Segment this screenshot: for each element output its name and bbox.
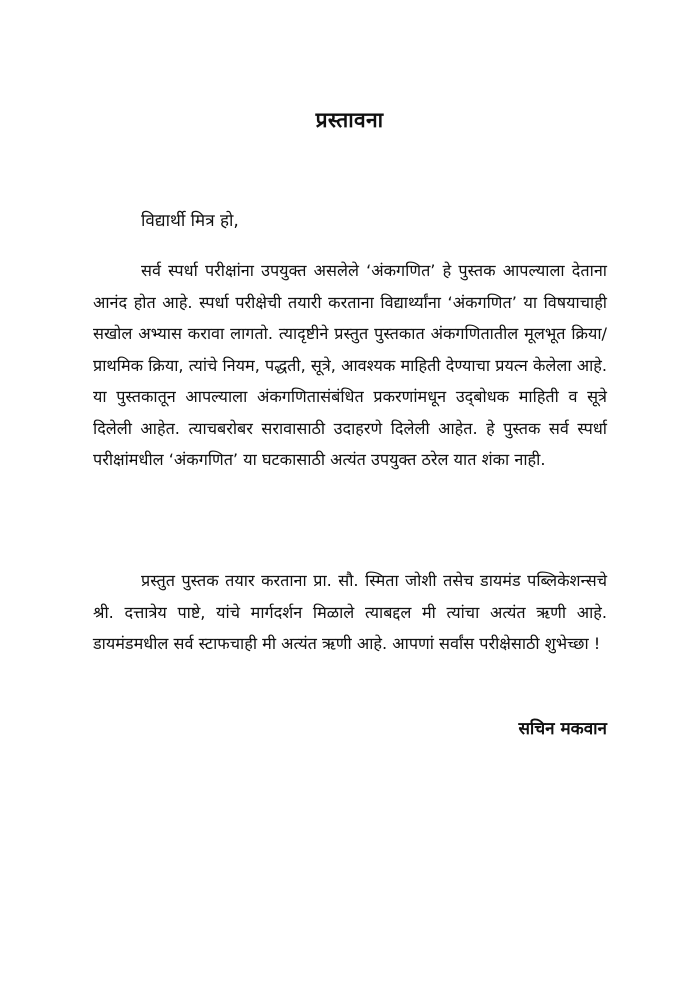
paragraph-acknowledgement <box>93 565 607 660</box>
salutation: विद्यार्थी मित्र हो, <box>141 211 239 231</box>
paragraph-text: प्रस्तुत पुस्तक तयार करताना प्रा. सौ. स्मिता जोशी तसेच डायमंड पब्लिकेशन्सचे श्री. दत्तात्रेय पाष्टे, यांचे मार्गदर्शन मिळाले त्याबद्दल मी त्यांचा अत्यंत ऋणी आहे. डायमंडमधील सर्व स्टाफचाही मी अत्यंत ऋणी आहे. आपणां सर्वांस परीक्षेसाठी शुभेच्छा ! <box>93 571 607 653</box>
paragraph-intro <box>93 255 607 476</box>
author-signature: सचिन मकवान <box>518 719 607 739</box>
paragraph-text: सर्व स्पर्धा परीक्षांना उपयुक्त असलेले ‘अंकगणित’ हे पुस्तक आपल्याला देताना आनंद होत आहे. स्पर्धा परीक्षेची तयारी करताना विद्यार्थ्यांना ‘अंकगणित’ या विषयाचाही सखोल अभ्यास करावा लागतो. त्यादृष्टीने प्रस्तुत पुस्तकात अंकगणितातील मूलभूत क्रिया/प्राथमिक क्रिया, त्यांचे नियम, पद्धती, सूत्रे, आवश्यक माहिती देण्याचा प्रयत्न केलेला आहे. या पुस्तकातून आपल्याला अंकगणितासंबंधित प्रकरणांमधून उद्‌बोधक माहिती व सूत्रे दिलेली आहेत. त्याचबरोबर सरावासाठी उदाहरणे दिलेली आहेत. हे पुस्तक सर्व स्पर्धा परीक्षांमधील ‘अंकगणित’ या घटकासाठी अत्यंत उपयुक्त ठरेल यात शंका नाही. <box>93 261 607 469</box>
page-title: प्रस्तावना <box>315 108 384 132</box>
